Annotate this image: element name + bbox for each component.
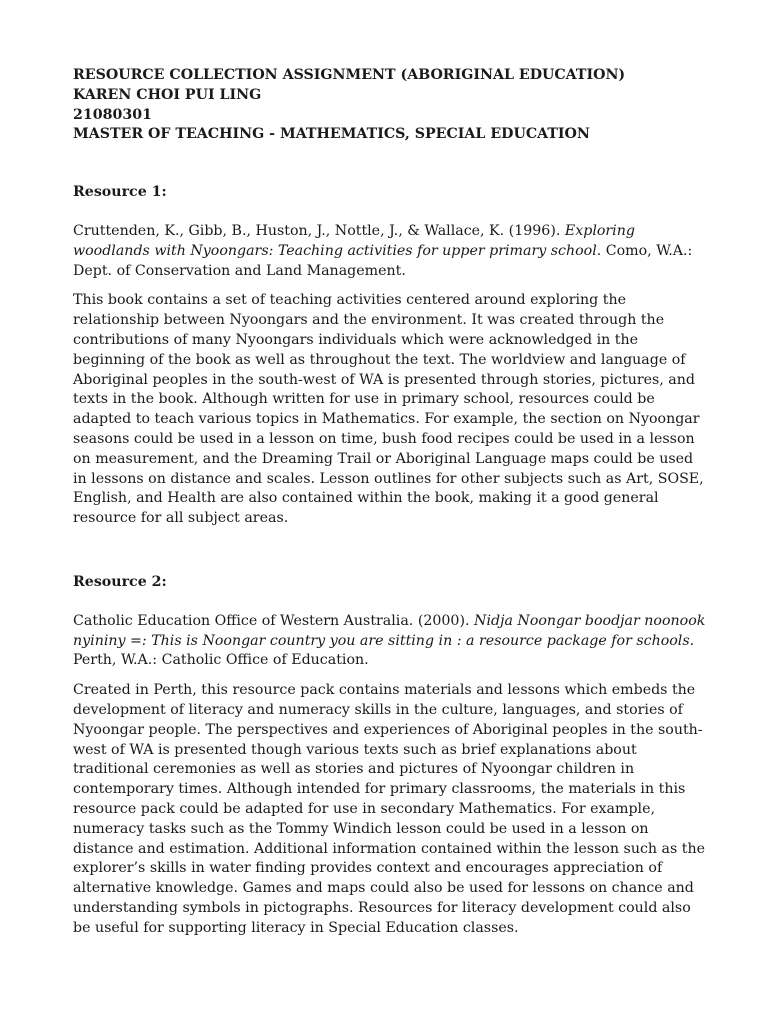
resource-1-citation-authors: Cruttenden, K., Gibb, B., Huston, J., Nottle, J., & Wallace, K. (1996).	[73, 222, 565, 239]
course-name: MASTER OF TEACHING - MATHEMATICS, SPECIAL EDUCATION	[73, 126, 590, 143]
student-id: 21080301	[73, 106, 152, 123]
resource-2-description: Created in Perth, this resource pack contains materials and lessons which embeds the development of literacy and numeracy skills in the culture, languages, and stories of Nyoongar people. The perspectives and experiences of Aboriginal peoples in the south-west of WA is presented though various texts such as brief explanations about traditional ceremonies as well as stories and pictures of Nyoongar children in contemporary times. Although intended for primary classrooms, the materials in this resource pack could be adapted for use in secondary Mathematics. For example, numeracy tasks such as the Tommy Windich lesson could be used in a lesson on distance and estimation. Additional information contained within the lesson such as the explorer’s skills in water finding provides context and encourages appreciation of alternative knowledge. Games and maps could also be used for lessons on chance and understanding symbols in pictographs. Resources for literacy development could also be useful for supporting literacy in Special Education classes.	[73, 682, 706, 936]
resource-1-citation-publisher: . Como, W.A.: Dept. of Conservation and Land Management.	[73, 242, 693, 279]
resource-1-heading: Resource 1:	[73, 184, 167, 201]
resource-2-citation-publisher: . Perth, W.A.: Catholic Office of Education.	[73, 632, 695, 669]
resource-1-description: This book contains a set of teaching activities centered around exploring the relationship between Nyoongars and the environment. It was created through the contributions of many Nyoongars individuals which were acknowledged in the beginning of the book as well as throughout the text. The worldview and language of Aboriginal peoples in the south-west of WA is presented through stories, pictures, and texts in the book. Although written for use in primary school, resources could be adapted to teach various topics in Mathematics. For example, the section on Nyoongar seasons could be used in a lesson on time, bush food recipes could be used in a lesson on measurement, and the Dreaming Trail or Aboriginal Language maps could be used in lessons on distance and scales. Lesson outlines for other subjects such as Art, SOSE, English, and Health are also contained within the book, making it a good general resource for all subject areas.	[73, 292, 704, 527]
resource-2-citation-title: Nidja Noongar boodjar noonook nyininy =: This is Noongar country you are sitting in : a resource package for schools	[73, 612, 706, 649]
author-name: KAREN CHOI PUI LING	[73, 86, 262, 103]
resource-1-citation-title: Exploring woodlands with Nyoongars: Teaching activities for upper primary school	[73, 222, 635, 259]
document-title: RESOURCE COLLECTION ASSIGNMENT (ABORIGINAL EDUCATION)	[73, 67, 626, 83]
resource-1-citation	[73, 222, 708, 281]
resource-2-citation-authors: Catholic Education Office of Western Australia. (2000).	[73, 612, 475, 629]
resource-2-citation	[73, 612, 708, 671]
resource-2-heading: Resource 2:	[73, 573, 167, 590]
